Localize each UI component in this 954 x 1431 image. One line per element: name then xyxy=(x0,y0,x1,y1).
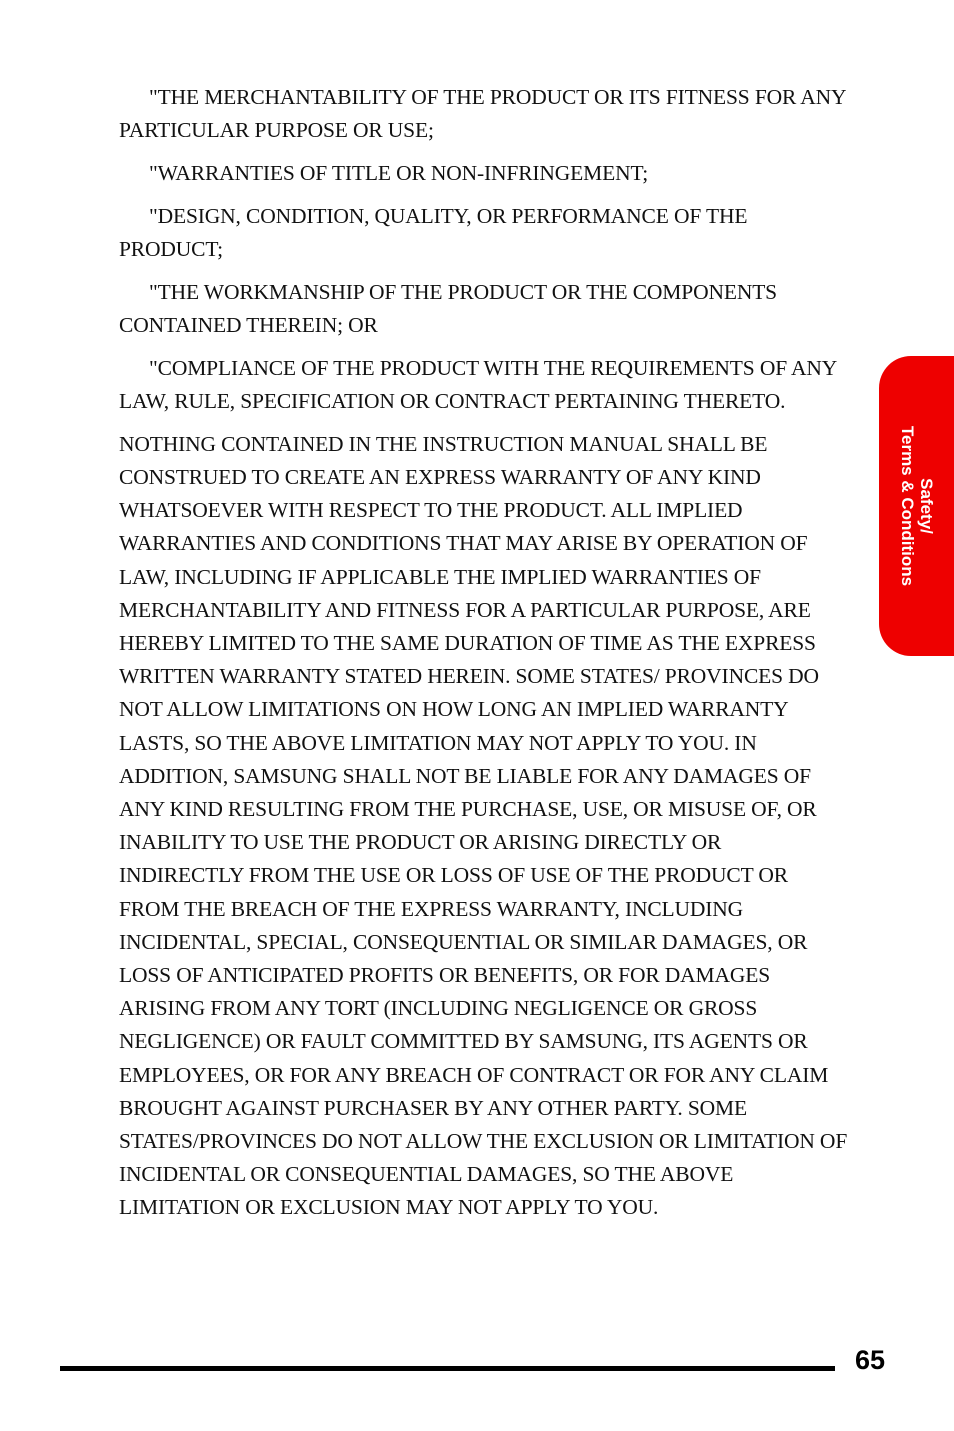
section-tab-label xyxy=(898,426,936,586)
section-tab-line-2: Terms & Conditions xyxy=(897,425,917,587)
paragraph-design-condition: "DESIGN, CONDITION, QUALITY, OR PERFORMANCE OF THE PRODUCT; xyxy=(119,203,748,261)
paragraph-merchantability: "THE MERCHANTABILITY OF THE PRODUCT OR ITS FITNESS FOR ANY PARTICULAR PURPOSE OR USE; xyxy=(119,85,846,143)
paragraph-limitation-of-liability: NOTHING CONTAINED IN THE INSTRUCTION MANUAL SHALL BE CONSTRUED TO CREATE AN EXPRESS WARRANTY OF ANY KIND WHATSOEVER WITH RESPECT TO THE PRODUCT. ALL IMPLIED WARRANTIES AND CONDITIONS THAT MAY ARISE BY OPERATION OF LAW, INCLUDING IF APPLICABLE THE IMPLIED WARRANTIES OF MERCHANTABILITY AND FITNESS FOR A PARTICULAR PURPOSE, ARE HEREBY LIMITED TO THE SAME DURATION OF TIME AS THE EXPRESS WRITTEN WARRANTY STATED HEREIN. SOME STATES/ PROVINCES DO NOT ALLOW LIMITATIONS ON HOW LONG AN IMPLIED WARRANTY LASTS, SO THE ABOVE LIMITATION MAY NOT APPLY TO YOU. IN ADDITION, SAMSUNG SHALL NOT BE LIABLE FOR ANY DAMAGES OF ANY KIND RESULTING FROM THE PURCHASE, USE, OR MISUSE OF, OR INABILITY TO USE THE PRODUCT OR ARISING DIRECTLY OR INDIRECTLY FROM THE USE OR LOSS OF USE OF THE PRODUCT OR FROM THE BREACH OF THE EXPRESS WARRANTY, INCLUDING INCIDENTAL, SPECIAL, CONSEQUENTIAL OR SIMILAR DAMAGES, OR LOSS OF ANTICIPATED PROFITS OR BENEFITS, OR FOR DAMAGES ARISING FROM ANY TORT (INCLUDING NEGLIGENCE OR GROSS NEGLIGENCE) OR FAULT COMMITTED BY SAMSUNG, ITS AGENTS OR EMPLOYEES, OR FOR ANY BREACH OF CONTRACT OR FOR ANY CLAIM BROUGHT AGAINST PURCHASER BY ANY OTHER PARTY. SOME STATES/PROVINCES DO NOT ALLOW THE EXCLUSION OR LIMITATION OF INCIDENTAL OR CONSEQUENTIAL DAMAGES, SO THE ABOVE LIMITATION OR EXCLUSION MAY NOT APPLY TO YOU. xyxy=(119,431,848,1220)
paragraph-workmanship: "THE WORKMANSHIP OF THE PRODUCT OR THE COMPONENTS CONTAINED THEREIN; OR xyxy=(119,279,777,337)
warranty-text xyxy=(119,81,849,1234)
paragraph-title-warranties: "WARRANTIES OF TITLE OR NON-INFRINGEMENT; xyxy=(149,161,649,185)
page-number: 65 xyxy=(855,1345,886,1375)
footer-divider xyxy=(60,1366,835,1371)
section-tab-line-1: Safety/ xyxy=(916,478,936,534)
paragraph-compliance: "COMPLIANCE OF THE PRODUCT WITH THE REQUIREMENTS OF ANY LAW, RULE, SPECIFICATION OR CONTRACT PERTAINING THERETO. xyxy=(119,355,837,413)
section-tab xyxy=(879,356,954,656)
